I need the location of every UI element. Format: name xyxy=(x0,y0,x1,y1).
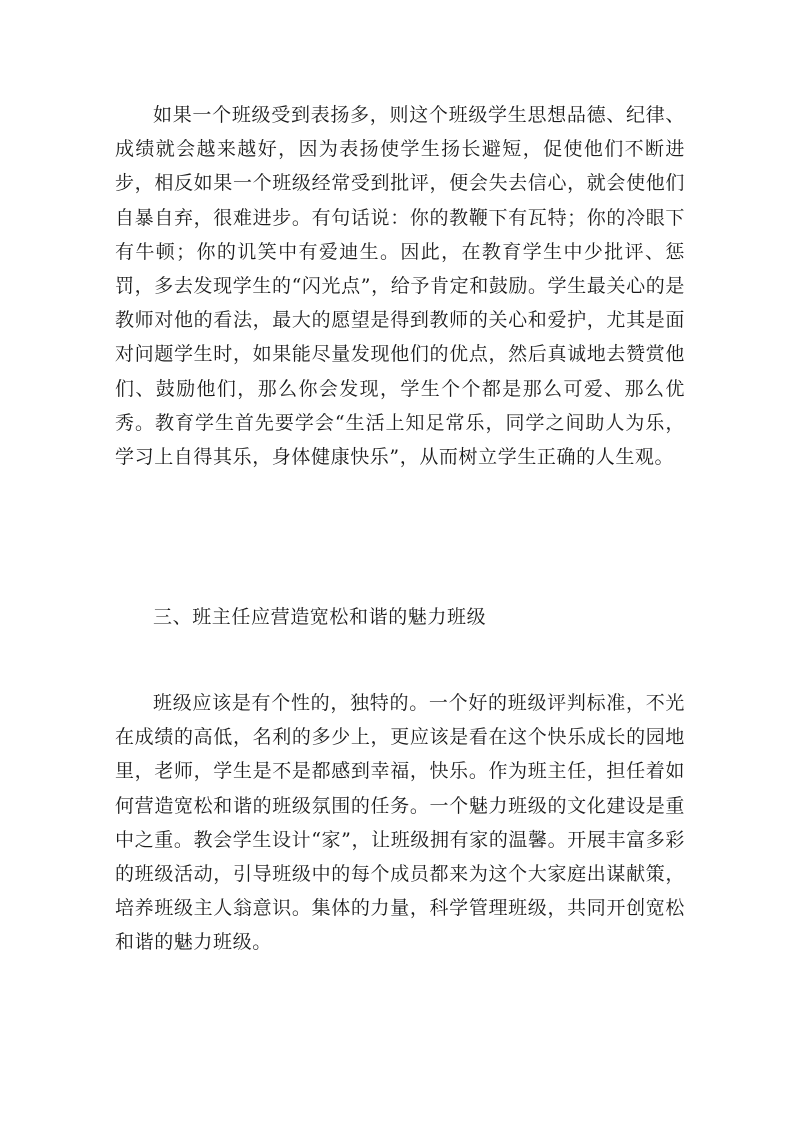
paragraph-praise-criticism: 如果一个班级受到表扬多，则这个班级学生思想品德、纪律、成绩就会越来越好，因为表扬使学生扬长避短，促使他们不断进步，相反如果一个班级经常受到批评，便会失去信心，就会使他们自暴自弃，很难进步。有句话说：你的教鞭下有瓦特；你的冷眼下有牛顿；你的讥笑中有爱迪生。因此，在教育学生中少批评、惩罚，多去发现学生的“闪光点”，给予肯定和鼓励。学生最关心的是教师对他的看法，最大的愿望是得到教师的关心和爱护，尤其是面对问题学生时，如果能尽量发现他们的优点，然后真诚地去赞赏他们、鼓励他们，那么你会发现，学生个个都是那么可爱、那么优秀。教育学生首先要学会“生活上知足常乐，同学之间助人为乐，学习上自得其乐，身体健康快乐”，从而树立学生正确的人生观。 xyxy=(115,104,685,469)
paragraph-charm-class: 班级应该是有个性的，独特的。一个好的班级评判标准，不光在成绩的高低，名利的多少上，更应该是看在这个快乐成长的园地里，老师，学生是不是都感到幸福，快乐。作为班主任，担任着如何营造宽松和谐的班级氛围的任务。一个魅力班级的文化建设是重中之重。教会学生设计“家”，让班级拥有家的温馨。开展丰富多彩的班级活动，引导班级中的每个成员都来为这个大家庭出谋献策，培养班级主人翁意识。集体的力量，科学管理班级，共同开创宽松和谐的魅力班级。 xyxy=(115,692,685,954)
section-heading-block xyxy=(115,600,685,634)
body-text-block-1 xyxy=(115,98,685,474)
section-heading: 三、班主任应营造宽松和谐的魅力班级 xyxy=(153,606,487,628)
body-text-block-2 xyxy=(115,686,685,960)
